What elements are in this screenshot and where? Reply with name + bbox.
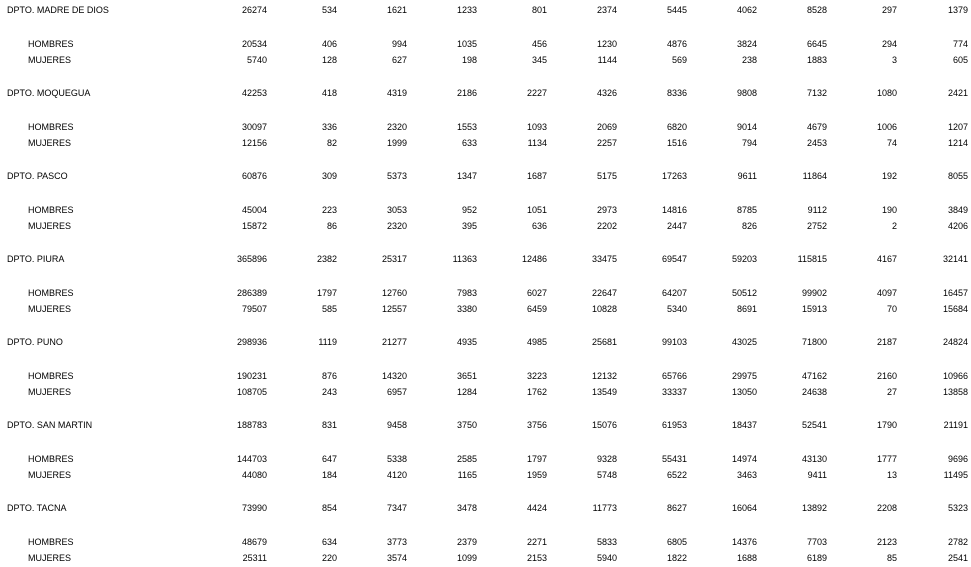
mujeres-row (0, 551, 971, 565)
value-cell: 1347 (456, 171, 477, 181)
value-cell: 33475 (591, 254, 617, 264)
value-cell: 86 (326, 221, 337, 231)
mujeres-row (0, 385, 971, 399)
value-cell: 3380 (456, 304, 477, 314)
value-cell: 45004 (241, 205, 267, 215)
value-cell: 1999 (386, 138, 407, 148)
value-cell: 309 (321, 171, 337, 181)
value-cell: 13050 (731, 387, 757, 397)
value-cell: 12156 (241, 138, 267, 148)
value-cell: 5340 (666, 304, 687, 314)
value-cell: 5833 (596, 537, 617, 547)
value-cell: 223 (321, 205, 337, 215)
value-cell: 794 (741, 138, 757, 148)
value-cell: 2271 (526, 537, 547, 547)
hombres-row (0, 120, 971, 134)
value-cell: 3053 (386, 205, 407, 215)
value-cell: 605 (952, 55, 968, 65)
value-cell: 6820 (666, 122, 687, 132)
value-cell: 20534 (241, 39, 267, 49)
value-cell: 534 (321, 5, 337, 15)
value-cell: 65766 (661, 371, 687, 381)
value-cell: 9611 (737, 171, 757, 181)
value-cell: 2320 (386, 221, 407, 231)
value-cell: 298936 (236, 337, 267, 347)
value-cell: 59203 (731, 254, 757, 264)
value-cell: 9696 (947, 454, 968, 464)
value-cell: 418 (321, 88, 337, 98)
value-cell: 11864 (802, 171, 827, 181)
value-cell: 1051 (526, 205, 547, 215)
value-cell: 6805 (666, 537, 687, 547)
value-cell: 2208 (876, 503, 897, 513)
value-cell: 22647 (591, 288, 617, 298)
mujeres-row (0, 468, 971, 482)
value-cell: 2541 (947, 553, 968, 563)
value-cell: 52541 (801, 420, 827, 430)
value-cell: 2153 (526, 553, 547, 563)
value-cell: 5740 (246, 55, 267, 65)
value-cell: 1230 (596, 39, 617, 49)
value-cell: 4985 (526, 337, 547, 347)
value-cell: 4062 (736, 5, 757, 15)
hombres-label: HOMBRES (28, 454, 74, 464)
value-cell: 1035 (456, 39, 477, 49)
value-cell: 1080 (876, 88, 897, 98)
value-cell: 43025 (731, 337, 757, 347)
value-cell: 6459 (526, 304, 547, 314)
value-cell: 9411 (807, 470, 827, 480)
department-name: DPTO. MADRE DE DIOS (7, 5, 109, 15)
value-cell: 128 (321, 55, 337, 65)
value-cell: 61953 (661, 420, 687, 430)
value-cell: 4319 (386, 88, 407, 98)
value-cell: 24638 (801, 387, 827, 397)
value-cell: 952 (461, 205, 477, 215)
hombres-label: HOMBRES (28, 122, 74, 132)
hombres-label: HOMBRES (28, 205, 74, 215)
mujeres-label: MUJERES (28, 304, 72, 314)
value-cell: 1119 (318, 337, 337, 347)
value-cell: 286389 (236, 288, 267, 298)
value-cell: 1959 (526, 470, 547, 480)
value-cell: 831 (321, 420, 337, 430)
value-cell: 2752 (806, 221, 827, 231)
value-cell: 3756 (526, 420, 547, 430)
value-cell: 12486 (521, 254, 547, 264)
value-cell: 60876 (241, 171, 267, 181)
value-cell: 3223 (526, 371, 547, 381)
value-cell: 15076 (591, 420, 617, 430)
value-cell: 42253 (241, 88, 267, 98)
value-cell: 4206 (947, 221, 968, 231)
value-cell: 406 (321, 39, 337, 49)
value-cell: 13 (886, 470, 897, 480)
value-cell: 3 (891, 55, 897, 65)
value-cell: 14816 (661, 205, 687, 215)
value-cell: 2382 (316, 254, 337, 264)
hombres-row (0, 369, 971, 383)
value-cell: 64207 (661, 288, 687, 298)
mujeres-label: MUJERES (28, 387, 72, 397)
value-cell: 1233 (456, 5, 477, 15)
value-cell: 1822 (666, 553, 687, 563)
value-cell: 238 (741, 55, 757, 65)
value-cell: 3824 (736, 39, 757, 49)
department-name: DPTO. PASCO (7, 171, 68, 181)
value-cell: 192 (881, 171, 897, 181)
value-cell: 1144 (597, 55, 617, 65)
value-cell: 30097 (241, 122, 267, 132)
value-cell: 99902 (801, 288, 827, 298)
value-cell: 2374 (596, 5, 617, 15)
value-cell: 1134 (527, 138, 547, 148)
value-cell: 5373 (386, 171, 407, 181)
value-cell: 2187 (876, 337, 897, 347)
value-cell: 647 (321, 454, 337, 464)
value-cell: 1165 (457, 470, 477, 480)
value-cell: 3574 (386, 553, 407, 563)
value-cell: 12557 (381, 304, 407, 314)
department-total-row (0, 3, 971, 17)
value-cell: 2973 (596, 205, 617, 215)
value-cell: 2186 (456, 88, 477, 98)
value-cell: 9328 (596, 454, 617, 464)
value-cell: 188783 (236, 420, 267, 430)
mujeres-label: MUJERES (28, 553, 72, 563)
value-cell: 1687 (526, 171, 547, 181)
value-cell: 6645 (806, 39, 827, 49)
value-cell: 29975 (731, 371, 757, 381)
value-cell: 12132 (591, 371, 617, 381)
value-cell: 9458 (386, 420, 407, 430)
value-cell: 8528 (806, 5, 827, 15)
value-cell: 2202 (596, 221, 617, 231)
value-cell: 1790 (876, 420, 897, 430)
value-cell: 8627 (666, 503, 687, 513)
value-cell: 2453 (806, 138, 827, 148)
value-cell: 633 (461, 138, 477, 148)
value-cell: 6027 (526, 288, 547, 298)
value-cell: 1516 (666, 138, 687, 148)
value-cell: 6522 (666, 470, 687, 480)
hombres-label: HOMBRES (28, 371, 74, 381)
value-cell: 190231 (236, 371, 267, 381)
value-cell: 2447 (666, 221, 687, 231)
department-total-row (0, 86, 971, 100)
value-cell: 13858 (942, 387, 968, 397)
value-cell: 7132 (806, 88, 827, 98)
value-cell: 3849 (947, 205, 968, 215)
mujeres-label: MUJERES (28, 138, 72, 148)
value-cell: 17263 (661, 171, 687, 181)
value-cell: 70 (886, 304, 897, 314)
value-cell: 294 (881, 39, 897, 49)
value-cell: 2069 (596, 122, 617, 132)
value-cell: 1379 (947, 5, 968, 15)
mujeres-row (0, 136, 971, 150)
value-cell: 3750 (456, 420, 477, 430)
value-cell: 4167 (876, 254, 897, 264)
department-total-row (0, 252, 971, 266)
value-cell: 456 (531, 39, 547, 49)
value-cell: 25311 (242, 553, 267, 563)
value-cell: 1553 (456, 122, 477, 132)
value-cell: 21191 (943, 420, 968, 430)
value-cell: 16457 (942, 288, 968, 298)
value-cell: 1099 (456, 553, 477, 563)
value-cell: 47162 (801, 371, 827, 381)
value-cell: 24824 (942, 337, 968, 347)
value-cell: 1284 (456, 387, 477, 397)
value-cell: 43130 (801, 454, 827, 464)
value-cell: 14320 (381, 371, 407, 381)
value-cell: 3463 (736, 470, 757, 480)
value-cell: 8055 (947, 171, 968, 181)
value-cell: 16064 (731, 503, 757, 513)
value-cell: 1777 (876, 454, 897, 464)
hombres-row (0, 452, 971, 466)
value-cell: 21277 (381, 337, 407, 347)
value-cell: 26274 (241, 5, 267, 15)
hombres-label: HOMBRES (28, 39, 74, 49)
value-cell: 1797 (316, 288, 337, 298)
value-cell: 15684 (942, 304, 968, 314)
value-cell: 144703 (236, 454, 267, 464)
department-name: DPTO. TACNA (7, 503, 67, 513)
value-cell: 4424 (526, 503, 547, 513)
value-cell: 1006 (876, 122, 897, 132)
value-cell: 11495 (943, 470, 968, 480)
mujeres-label: MUJERES (28, 221, 72, 231)
value-cell: 3773 (386, 537, 407, 547)
value-cell: 33337 (661, 387, 687, 397)
value-cell: 14974 (731, 454, 757, 464)
department-name: DPTO. SAN MARTIN (7, 420, 93, 430)
department-total-row (0, 169, 971, 183)
value-cell: 6189 (806, 553, 827, 563)
value-cell: 8691 (736, 304, 757, 314)
value-cell: 220 (321, 553, 337, 563)
value-cell: 85 (886, 553, 897, 563)
value-cell: 7703 (806, 537, 827, 547)
value-cell: 2379 (456, 537, 477, 547)
department-name: DPTO. PIURA (7, 254, 65, 264)
value-cell: 13549 (591, 387, 617, 397)
value-cell: 854 (321, 503, 337, 513)
value-cell: 4326 (596, 88, 617, 98)
value-cell: 1214 (947, 138, 968, 148)
hombres-row (0, 286, 971, 300)
value-cell: 6957 (386, 387, 407, 397)
value-cell: 9808 (736, 88, 757, 98)
department-name: DPTO. MOQUEGUA (7, 88, 91, 98)
hombres-row (0, 535, 971, 549)
value-cell: 115815 (797, 254, 827, 264)
value-cell: 1207 (947, 122, 968, 132)
value-cell: 2421 (947, 88, 968, 98)
value-cell: 8785 (736, 205, 757, 215)
value-cell: 9014 (736, 122, 757, 132)
value-cell: 2782 (947, 537, 968, 547)
mujeres-row (0, 219, 971, 233)
value-cell: 48679 (241, 537, 267, 547)
value-cell: 801 (531, 5, 547, 15)
hombres-row (0, 37, 971, 51)
value-cell: 5338 (386, 454, 407, 464)
value-cell: 69547 (661, 254, 687, 264)
value-cell: 5940 (596, 553, 617, 563)
value-cell: 14376 (731, 537, 757, 547)
value-cell: 9112 (807, 205, 827, 215)
value-cell: 44080 (241, 470, 267, 480)
value-cell: 774 (952, 39, 968, 49)
value-cell: 32141 (942, 254, 968, 264)
hombres-row (0, 203, 971, 217)
value-cell: 994 (391, 39, 407, 49)
value-cell: 1883 (806, 55, 827, 65)
value-cell: 2 (891, 221, 897, 231)
value-cell: 876 (321, 371, 337, 381)
department-total-row (0, 335, 971, 349)
value-cell: 2160 (876, 371, 897, 381)
mujeres-label: MUJERES (28, 55, 72, 65)
value-cell: 3478 (456, 503, 477, 513)
value-cell: 79507 (241, 304, 267, 314)
value-cell: 18437 (731, 420, 757, 430)
value-cell: 569 (671, 55, 687, 65)
value-cell: 71800 (801, 337, 827, 347)
value-cell: 73990 (241, 503, 267, 513)
value-cell: 4935 (456, 337, 477, 347)
value-cell: 345 (531, 55, 547, 65)
value-cell: 5175 (596, 171, 617, 181)
department-total-row (0, 418, 971, 432)
value-cell: 2227 (526, 88, 547, 98)
value-cell: 1688 (736, 553, 757, 563)
value-cell: 99103 (661, 337, 687, 347)
department-name: DPTO. PUNO (7, 337, 63, 347)
value-cell: 5748 (596, 470, 617, 480)
value-cell: 5445 (666, 5, 687, 15)
value-cell: 243 (321, 387, 337, 397)
value-cell: 82 (326, 138, 337, 148)
value-cell: 2257 (596, 138, 617, 148)
value-cell: 15872 (241, 221, 267, 231)
value-cell: 7347 (386, 503, 407, 513)
value-cell: 11773 (592, 503, 617, 513)
value-cell: 25317 (381, 254, 407, 264)
value-cell: 25681 (591, 337, 617, 347)
value-cell: 74 (886, 138, 897, 148)
value-cell: 198 (461, 55, 477, 65)
value-cell: 184 (321, 470, 337, 480)
value-cell: 108705 (236, 387, 267, 397)
hombres-label: HOMBRES (28, 537, 74, 547)
value-cell: 4120 (386, 470, 407, 480)
value-cell: 585 (321, 304, 337, 314)
value-cell: 3651 (456, 371, 477, 381)
value-cell: 627 (391, 55, 407, 65)
value-cell: 8336 (666, 88, 687, 98)
value-cell: 297 (881, 5, 897, 15)
value-cell: 2123 (876, 537, 897, 547)
value-cell: 1093 (526, 122, 547, 132)
value-cell: 50512 (731, 288, 757, 298)
value-cell: 1762 (526, 387, 547, 397)
value-cell: 2585 (456, 454, 477, 464)
value-cell: 336 (321, 122, 337, 132)
value-cell: 7983 (456, 288, 477, 298)
value-cell: 55431 (661, 454, 687, 464)
value-cell: 11363 (452, 254, 477, 264)
value-cell: 1797 (526, 454, 547, 464)
value-cell: 4876 (666, 39, 687, 49)
value-cell: 395 (461, 221, 477, 231)
value-cell: 10828 (591, 304, 617, 314)
value-cell: 27 (886, 387, 897, 397)
value-cell: 1621 (386, 5, 407, 15)
value-cell: 2320 (386, 122, 407, 132)
value-cell: 13892 (801, 503, 827, 513)
value-cell: 4679 (806, 122, 827, 132)
value-cell: 4097 (876, 288, 897, 298)
mujeres-row (0, 53, 971, 67)
mujeres-row (0, 302, 971, 316)
value-cell: 826 (741, 221, 757, 231)
hombres-label: HOMBRES (28, 288, 74, 298)
value-cell: 365896 (236, 254, 267, 264)
value-cell: 12760 (381, 288, 407, 298)
value-cell: 636 (531, 221, 547, 231)
mujeres-label: MUJERES (28, 470, 72, 480)
value-cell: 634 (321, 537, 337, 547)
value-cell: 10966 (942, 371, 968, 381)
department-total-row (0, 501, 971, 515)
value-cell: 5323 (947, 503, 968, 513)
value-cell: 15913 (801, 304, 827, 314)
value-cell: 190 (881, 205, 897, 215)
